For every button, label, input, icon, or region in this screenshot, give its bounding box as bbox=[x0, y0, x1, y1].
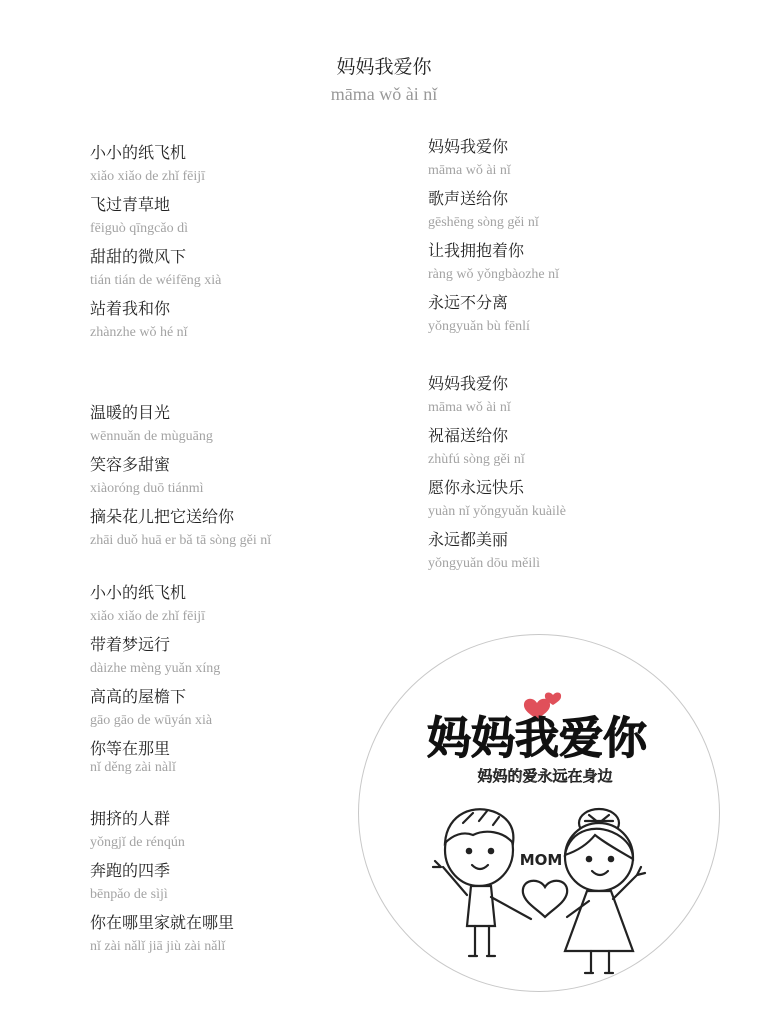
lyric-pinyin: yǒngyuǎn dōu měilì bbox=[428, 556, 540, 571]
lyric-line: 温暖的目光 bbox=[90, 403, 171, 422]
boy-icon bbox=[433, 809, 531, 956]
lyric-pinyin: māma wǒ ài nǐ bbox=[428, 163, 511, 178]
lyric-line: 愿你永远快乐 bbox=[428, 478, 525, 497]
lyric-pinyin: wēnnuǎn de mùguāng bbox=[90, 429, 213, 444]
mom-illustration-badge bbox=[358, 634, 720, 992]
lyric-line: 奔跑的四季 bbox=[90, 861, 171, 880]
lyric-line: 妈妈我爱你 bbox=[428, 374, 509, 393]
song-title-pinyin: māma wǒ ài nǐ bbox=[330, 84, 438, 104]
lyric-pinyin: bēnpǎo de sìjì bbox=[90, 887, 168, 902]
lyric-pinyin: zhùfú sòng gěi nǐ bbox=[428, 452, 525, 467]
lyric-pinyin: xiǎo xiǎo de zhǐ fēijī bbox=[90, 169, 206, 184]
lyric-line: 带着梦远行 bbox=[90, 635, 171, 654]
lyric-pinyin: xiàoróng duō tiánmì bbox=[90, 481, 204, 496]
lyric-line: 站着我和你 bbox=[90, 299, 171, 318]
lyric-pinyin: tián tián de wéifēng xià bbox=[90, 273, 222, 288]
lyric-line: 你在哪里家就在哪里 bbox=[90, 913, 235, 932]
lyric-pinyin: ràng wǒ yǒngbàozhe nǐ bbox=[428, 267, 560, 282]
illustration-mom-label: MOM bbox=[519, 851, 563, 869]
lyric-line: 妈妈我爱你 bbox=[428, 137, 509, 156]
lyric-pinyin: xiǎo xiǎo de zhǐ fēijī bbox=[90, 609, 206, 624]
lyric-pinyin: yuàn nǐ yǒngyuǎn kuàilè bbox=[428, 504, 567, 519]
lyric-pinyin: yǒngjǐ de rénqún bbox=[90, 835, 185, 850]
lyric-line: 摘朵花儿把它送给你 bbox=[90, 507, 235, 526]
lyric-line: 永远不分离 bbox=[428, 293, 509, 312]
lyric-pinyin: māma wǒ ài nǐ bbox=[428, 400, 511, 415]
lyric-pinyin: nǐ zài nǎlǐ jiā jiù zài nǎlǐ bbox=[90, 939, 226, 954]
lyric-line: 你等在那里 bbox=[90, 739, 171, 758]
lyric-line: 永远都美丽 bbox=[428, 530, 509, 549]
joined-heart-icon bbox=[523, 881, 567, 917]
mom-illustration bbox=[359, 635, 719, 991]
lyric-pinyin: zhànzhe wǒ hé nǐ bbox=[90, 325, 188, 340]
lyric-pinyin: fēiguò qīngcǎo dì bbox=[90, 221, 188, 236]
girl-icon bbox=[565, 809, 645, 973]
lyric-line: 笑容多甜蜜 bbox=[90, 455, 171, 474]
lyric-line: 小小的纸飞机 bbox=[90, 143, 187, 162]
lyric-line: 让我拥抱着你 bbox=[428, 241, 525, 260]
lyric-pinyin: dàizhe mèng yuǎn xíng bbox=[90, 661, 221, 676]
lyric-line: 飞过青草地 bbox=[90, 195, 171, 214]
lyric-pinyin: gēshēng sòng gěi nǐ bbox=[428, 215, 539, 230]
illustration-subtitle: 妈妈的爱永远在身边 bbox=[477, 767, 613, 785]
lyric-pinyin: gāo gāo de wūyán xià bbox=[90, 713, 213, 728]
lyric-pinyin: nǐ děng zài nàlǐ bbox=[90, 760, 176, 775]
lyric-pinyin: yǒngyuǎn bù fēnlí bbox=[428, 319, 530, 334]
lyric-line: 拥挤的人群 bbox=[90, 809, 171, 828]
illustration-title: 妈妈我爱你 bbox=[427, 713, 647, 764]
lyric-line: 高高的屋檐下 bbox=[90, 687, 187, 706]
lyric-line: 甜甜的微风下 bbox=[90, 247, 187, 266]
lyric-line: 歌声送给你 bbox=[428, 189, 509, 208]
song-title: 妈妈我爱你 bbox=[336, 56, 432, 78]
lyric-line: 小小的纸飞机 bbox=[90, 583, 187, 602]
lyric-pinyin: zhāi duǒ huā er bǎ tā sòng gěi nǐ bbox=[90, 533, 272, 548]
lyric-line: 祝福送给你 bbox=[428, 426, 509, 445]
